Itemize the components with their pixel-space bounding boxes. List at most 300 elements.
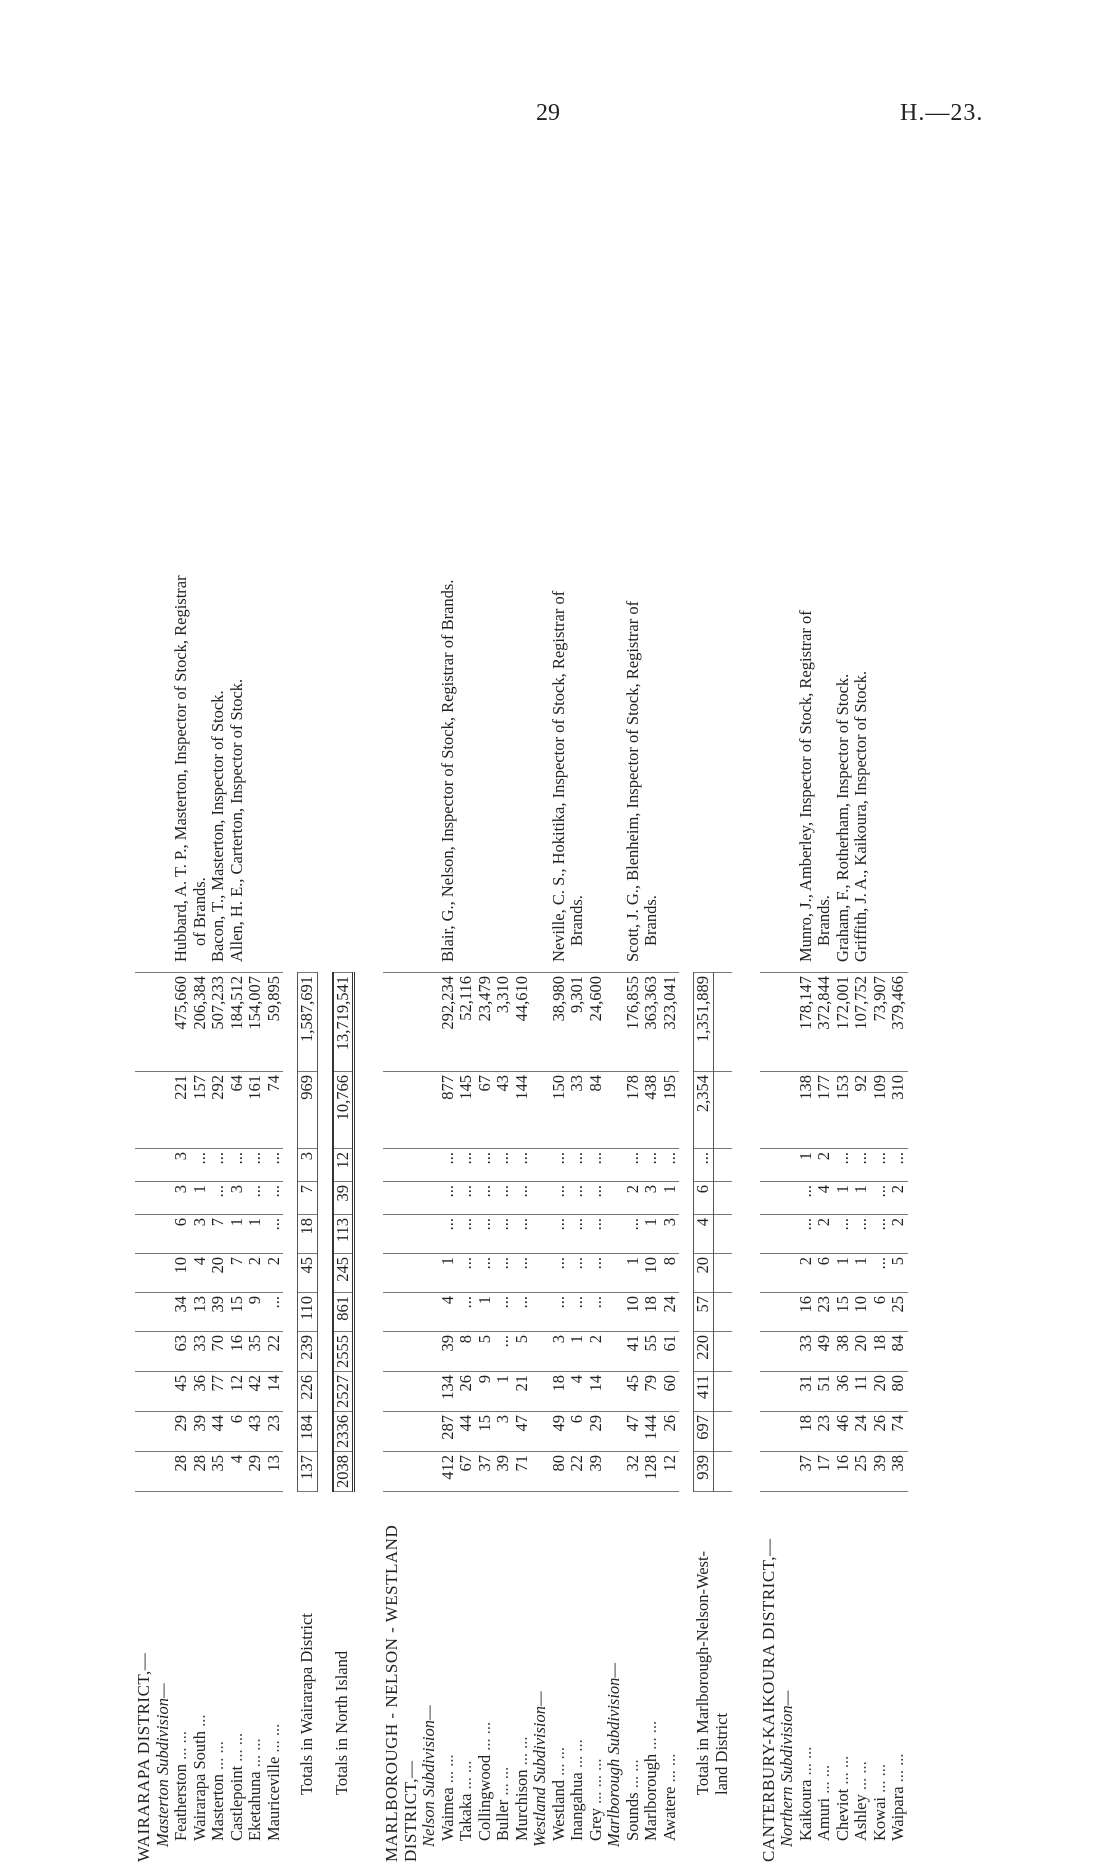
table-cell: ... (265, 1182, 284, 1215)
table-cell: ... (568, 1215, 587, 1254)
table-cell (605, 1372, 624, 1412)
spacer-cell (746, 569, 760, 1865)
table-cell: 7 (209, 1215, 228, 1254)
table-cell: 8 (457, 1332, 476, 1372)
table-cell: 161 (246, 1072, 265, 1149)
leader-dots: ... ... (851, 1761, 870, 1790)
stock-return-table (135, 569, 908, 1865)
table-cell: 292 (209, 1072, 228, 1149)
table-cell: 18 (298, 1215, 318, 1254)
table-cell: 4 (228, 1452, 247, 1492)
table-cell: 178 (624, 1072, 643, 1149)
table-cell (605, 1332, 624, 1372)
table-cell (713, 1254, 732, 1293)
spacer-cell (317, 569, 333, 1865)
table-cell (760, 1254, 779, 1293)
table-cell: 33 (568, 1072, 587, 1149)
table-cell: ... (457, 1293, 476, 1332)
row-label (713, 1492, 732, 1865)
note-empty-cell (778, 569, 797, 973)
leader-dots: ... ... (814, 1765, 833, 1794)
table-cell: 178,147 (797, 973, 816, 1072)
table-cell: 220 (694, 1332, 714, 1372)
table-cell: 10 (172, 1254, 191, 1293)
row-label (797, 1492, 816, 1865)
table-cell: 31 (797, 1372, 816, 1412)
row-label (642, 1492, 661, 1865)
table-cell: 49 (815, 1332, 834, 1372)
row-label (760, 1492, 779, 1865)
district-heading (383, 569, 402, 1865)
table-cell: 28 (191, 1452, 210, 1492)
table-cell: 43 (246, 1412, 265, 1452)
table-cell: ... (661, 1149, 680, 1182)
table-cell: 15 (834, 1293, 853, 1332)
leader-dots: ... ... (512, 1737, 531, 1766)
table-cell: 64 (228, 1072, 247, 1149)
table-cell: 39 (191, 1412, 210, 1452)
table-cell: ... (513, 1215, 532, 1254)
table-cell: 206,384 (191, 973, 210, 1072)
table-cell (713, 1182, 732, 1215)
table-cell: 2 (797, 1254, 816, 1293)
table-cell (605, 1182, 624, 1215)
table-cell (402, 1182, 421, 1215)
table-cell (154, 1149, 173, 1182)
table-cell (531, 1372, 550, 1412)
table-cell (383, 1254, 402, 1293)
table-cell: ... (439, 1149, 458, 1182)
table-cell: 22 (568, 1452, 587, 1492)
table-cell: ... (852, 1215, 871, 1254)
table-cell: 128 (642, 1452, 661, 1492)
table-cell: 22 (265, 1332, 284, 1372)
subdivision-heading (420, 569, 439, 1865)
row-label (694, 1492, 714, 1865)
note-empty-cell (383, 569, 402, 973)
district-heading (402, 569, 421, 1865)
table-cell (383, 1293, 402, 1332)
table-cell: 5 (513, 1332, 532, 1372)
table-cell: 372,844 (815, 973, 834, 1072)
row-label-text: Totals in Marlborough-Nelson-West- (693, 1551, 712, 1795)
spacer-row (369, 569, 383, 1865)
table-cell: 11 (852, 1372, 871, 1412)
table-cell (605, 1149, 624, 1182)
table-cell (154, 1293, 173, 1332)
table-cell: ... (797, 1182, 816, 1215)
table-cell: ... (209, 1182, 228, 1215)
row-label-text: Marlborough (641, 1754, 660, 1841)
table-cell: 2336 (333, 1412, 354, 1452)
table-cell: 1 (834, 1254, 853, 1293)
table-cell (420, 1293, 439, 1332)
table-cell: 153 (834, 1072, 853, 1149)
table-cell: ... (265, 1149, 284, 1182)
table-cell: 12 (661, 1452, 680, 1492)
row-label (661, 1492, 680, 1865)
table-cell: 6 (568, 1412, 587, 1452)
table-cell: 1 (852, 1182, 871, 1215)
table-cell: 67 (457, 1452, 476, 1492)
table-cell: 46 (834, 1412, 853, 1452)
table-cell (713, 1452, 732, 1492)
table-cell: ... (513, 1149, 532, 1182)
table-cell (713, 1412, 732, 1452)
table-cell: ... (494, 1215, 513, 1254)
note-empty-cell (713, 569, 732, 973)
row-label (154, 1492, 173, 1865)
district-total-label-cont (713, 569, 732, 1865)
table-cell: 2 (815, 1149, 834, 1182)
table-cell (420, 1372, 439, 1412)
table-cell (135, 1072, 154, 1149)
table-cell (778, 1072, 797, 1149)
row-label (852, 1492, 871, 1865)
row-label-text: Amuri (814, 1798, 833, 1841)
table-cell: 1 (439, 1254, 458, 1293)
table-cell (135, 1215, 154, 1254)
table-cell (402, 1452, 421, 1492)
leader-dots: ... ... (660, 1754, 679, 1783)
table-cell (531, 1412, 550, 1452)
row-label-text: Westland (549, 1780, 568, 1841)
table-cell (420, 1072, 439, 1149)
note-empty-cell (154, 569, 173, 973)
table-cell: 1 (476, 1293, 495, 1332)
table-cell: 55 (642, 1332, 661, 1372)
table-cell: 245 (333, 1254, 354, 1293)
table-cell: 144 (642, 1412, 661, 1452)
table-cell: 6 (871, 1293, 890, 1332)
table-cell: 18 (871, 1332, 890, 1372)
table-cell: 2 (889, 1182, 908, 1215)
table-cell: 26 (457, 1372, 476, 1412)
table-cell: 861 (333, 1293, 354, 1332)
table-cell: 45 (172, 1372, 191, 1412)
table-cell: 5 (476, 1332, 495, 1372)
table-cell: 39 (439, 1332, 458, 1372)
leader-dots: ... ... (438, 1754, 457, 1783)
table-cell: ... (587, 1182, 606, 1215)
table-row (624, 569, 643, 1865)
table-cell: 15 (476, 1412, 495, 1452)
note-empty-cell (760, 569, 779, 973)
spacer-cell (369, 569, 383, 1865)
table-cell (531, 1182, 550, 1215)
table-cell (154, 1412, 173, 1452)
table-cell: 2038 (333, 1452, 354, 1492)
table-cell: ... (694, 1149, 714, 1182)
row-label (383, 1492, 402, 1865)
leader-dots: ... ... (227, 1733, 246, 1762)
table-cell (135, 1332, 154, 1372)
table-cell: 20 (852, 1332, 871, 1372)
table-cell: ... (568, 1293, 587, 1332)
district-total-row (694, 569, 714, 1865)
inspector-note (172, 569, 283, 973)
spacer-row (283, 569, 298, 1865)
table-cell: 16 (228, 1332, 247, 1372)
table-cell: 411 (694, 1372, 714, 1412)
table-cell: 176,855 (624, 973, 643, 1072)
table-cell: 3 (172, 1182, 191, 1215)
table-cell (420, 1332, 439, 1372)
table-cell: 14 (587, 1372, 606, 1412)
leader-dots: ... ... (264, 1724, 283, 1753)
table-cell: 113 (333, 1215, 354, 1254)
table-cell: 3 (494, 1412, 513, 1452)
note-empty-cell (135, 569, 154, 973)
table-cell: 154,007 (246, 973, 265, 1072)
table-cell: ... (439, 1215, 458, 1254)
table-cell (605, 1412, 624, 1452)
table-cell (383, 1332, 402, 1372)
table-cell: ... (568, 1254, 587, 1293)
table-cell: ... (513, 1254, 532, 1293)
table-cell (154, 1254, 173, 1293)
table-cell: 412 (439, 1452, 458, 1492)
table-cell: 939 (694, 1452, 714, 1492)
row-label (333, 1492, 354, 1865)
table-cell: 26 (661, 1412, 680, 1452)
table-cell: ... (550, 1149, 569, 1182)
table-cell (135, 1412, 154, 1452)
row-label (420, 1492, 439, 1865)
table-cell (605, 1293, 624, 1332)
table-cell: 3,310 (494, 973, 513, 1072)
row-label-text: MARLBOROUGH - NELSON - WESTLAND (382, 1525, 401, 1862)
document-reference: H.—23. (900, 100, 983, 127)
row-label-text: Castlepoint (227, 1766, 246, 1841)
table-cell: 84 (889, 1332, 908, 1372)
table-cell (402, 1332, 421, 1372)
table-cell: ... (550, 1215, 569, 1254)
table-cell: ... (246, 1182, 265, 1215)
inspector-entry: Griffith, J. A., Kaikoura, Inspector of Stock. (852, 572, 871, 962)
table-cell: ... (550, 1254, 569, 1293)
table-row (172, 569, 191, 1865)
table-cell: 18 (797, 1412, 816, 1452)
table-cell (135, 1149, 154, 1182)
table-cell: 36 (191, 1372, 210, 1412)
table-cell: ... (457, 1254, 476, 1293)
table-cell (778, 1254, 797, 1293)
subdivision-heading (778, 569, 797, 1865)
note-empty-cell (402, 569, 421, 973)
subdivision-heading (531, 569, 550, 1865)
table-cell: 2 (624, 1182, 643, 1215)
table-cell (760, 1452, 779, 1492)
table-cell (402, 1372, 421, 1412)
table-cell: ... (871, 1215, 890, 1254)
table-cell: 84 (587, 1072, 606, 1149)
table-cell: 35 (246, 1332, 265, 1372)
table-cell: 32 (624, 1452, 643, 1492)
table-cell: 226 (298, 1372, 318, 1412)
table-cell: 363,363 (642, 973, 661, 1072)
table-cell (420, 1149, 439, 1182)
table-cell: 23 (815, 1293, 834, 1332)
leader-dots: ... ... (641, 1721, 660, 1750)
table-cell: ... (476, 1182, 495, 1215)
table-cell: 221 (172, 1072, 191, 1149)
table-cell: 74 (265, 1072, 284, 1149)
table-cell: 42 (246, 1372, 265, 1412)
table-cell (402, 1072, 421, 1149)
table-cell (383, 1372, 402, 1412)
table-cell (383, 1182, 402, 1215)
table-cell: ... (191, 1149, 210, 1182)
table-cell (531, 1452, 550, 1492)
inspector-note (439, 569, 532, 973)
table-cell: ... (568, 1149, 587, 1182)
table-cell: 26 (871, 1412, 890, 1452)
table-cell (778, 1293, 797, 1332)
table-cell: ... (209, 1149, 228, 1182)
table-cell: 70 (209, 1332, 228, 1372)
table-cell (420, 973, 439, 1072)
table-cell: 107,752 (852, 973, 871, 1072)
table-cell: 109 (871, 1072, 890, 1149)
table-cell: 287 (439, 1412, 458, 1452)
inspector-entry: Graham, F., Rotherham, Inspector of Stock. (834, 572, 853, 962)
leader-dots: ... ... (888, 1753, 907, 1782)
table-cell: 35 (209, 1452, 228, 1492)
table-cell (778, 1149, 797, 1182)
spacer-cell (679, 569, 694, 1865)
table-cell: ... (871, 1182, 890, 1215)
table-cell: 877 (439, 1072, 458, 1149)
table-cell: 44 (209, 1412, 228, 1452)
table-cell: 10,766 (333, 1072, 354, 1149)
table-cell: 7 (228, 1254, 247, 1293)
table-cell: ... (457, 1149, 476, 1182)
table-cell: ... (871, 1254, 890, 1293)
table-cell: 33 (797, 1332, 816, 1372)
table-cell (402, 1215, 421, 1254)
table-cell: 4 (815, 1182, 834, 1215)
subdivision-heading (605, 569, 624, 1865)
table-cell: 60 (661, 1372, 680, 1412)
note-empty-cell (605, 569, 624, 973)
table-cell: 45 (298, 1254, 318, 1293)
row-label-text: Masterton Subdivision— (153, 1683, 172, 1847)
table-cell (713, 1215, 732, 1254)
table-cell: 57 (694, 1293, 714, 1332)
inspector-entry: Neville, C. S., Hokitika, Inspector of Stock, Registrar of Brands. (550, 572, 587, 962)
table-cell (383, 1149, 402, 1182)
table-cell: ... (587, 1293, 606, 1332)
table-row (550, 569, 569, 1865)
table-cell: 4 (439, 1293, 458, 1332)
table-cell: ... (265, 1215, 284, 1254)
table-cell (135, 1372, 154, 1412)
table-cell: 292,234 (439, 973, 458, 1072)
table-cell (713, 1372, 732, 1412)
table-cell: 80 (889, 1372, 908, 1412)
table-cell: 33 (191, 1332, 210, 1372)
table-cell: 184 (298, 1412, 318, 1452)
table-cell: 37 (797, 1452, 816, 1492)
table-cell: ... (550, 1182, 569, 1215)
table-cell (778, 1452, 797, 1492)
table-cell (713, 973, 732, 1072)
table-cell (605, 973, 624, 1072)
table-cell (420, 1254, 439, 1293)
row-label-text: Featherston (171, 1764, 190, 1841)
table-cell: 24 (661, 1293, 680, 1332)
inspector-entry: Allen, H. E., Carterton, Inspector of Stock. (228, 572, 247, 962)
table-cell (402, 1149, 421, 1182)
table-cell (778, 1215, 797, 1254)
table-cell: 144 (513, 1072, 532, 1149)
table-cell: ... (476, 1149, 495, 1182)
table-cell: 1 (228, 1215, 247, 1254)
table-cell: 137 (298, 1452, 318, 1492)
table-cell: 2 (246, 1254, 265, 1293)
table-cell: 1 (191, 1182, 210, 1215)
table-cell: 43 (494, 1072, 513, 1149)
table-cell: 23,479 (476, 973, 495, 1072)
table-cell: ... (624, 1149, 643, 1182)
note-empty-cell (531, 569, 550, 973)
table-cell (778, 1182, 797, 1215)
table-cell (778, 973, 797, 1072)
row-label (172, 1492, 191, 1865)
table-cell: 20 (871, 1372, 890, 1412)
row-label (834, 1492, 853, 1865)
table-cell: 10 (852, 1293, 871, 1332)
table-cell: 507,233 (209, 973, 228, 1072)
table-cell: 9 (246, 1293, 265, 1332)
table-cell: 1 (568, 1332, 587, 1372)
table-cell: 134 (439, 1372, 458, 1412)
row-label-text: CANTERBURY-KAIKOURA DISTRICT,— (759, 1538, 778, 1862)
table-cell: 475,660 (172, 973, 191, 1072)
table-cell (760, 1215, 779, 1254)
table-cell: ... (439, 1182, 458, 1215)
table-cell: 2 (815, 1215, 834, 1254)
table-cell: 29 (246, 1452, 265, 1492)
table-cell: 2 (265, 1254, 284, 1293)
row-label-text: Nelson Subdivision— (419, 1705, 438, 1847)
row-label-text: Waipara (888, 1786, 907, 1841)
table-cell: 10 (642, 1254, 661, 1293)
row-label (402, 1492, 421, 1865)
table-cell (402, 1254, 421, 1293)
table-cell (531, 973, 550, 1072)
table-cell: 18 (550, 1372, 569, 1412)
table-cell (713, 1293, 732, 1332)
row-label-text: Wairarapa South (190, 1731, 209, 1841)
row-label (494, 1492, 513, 1865)
table-cell: 9 (476, 1372, 495, 1412)
row-label (209, 1492, 228, 1865)
rotated-table-container (135, 145, 1085, 1865)
table-cell: ... (494, 1149, 513, 1182)
table-cell: 6 (172, 1215, 191, 1254)
table-cell (154, 973, 173, 1072)
table-cell (605, 1215, 624, 1254)
row-label (457, 1492, 476, 1865)
table-cell: 13 (265, 1452, 284, 1492)
table-cell: 21 (513, 1372, 532, 1412)
leader-dots: ... ... (456, 1761, 475, 1790)
leader-dots: ... ... ... (586, 1759, 605, 1804)
leader-dots: ... ... (796, 1747, 815, 1776)
table-cell: 92 (852, 1072, 871, 1149)
